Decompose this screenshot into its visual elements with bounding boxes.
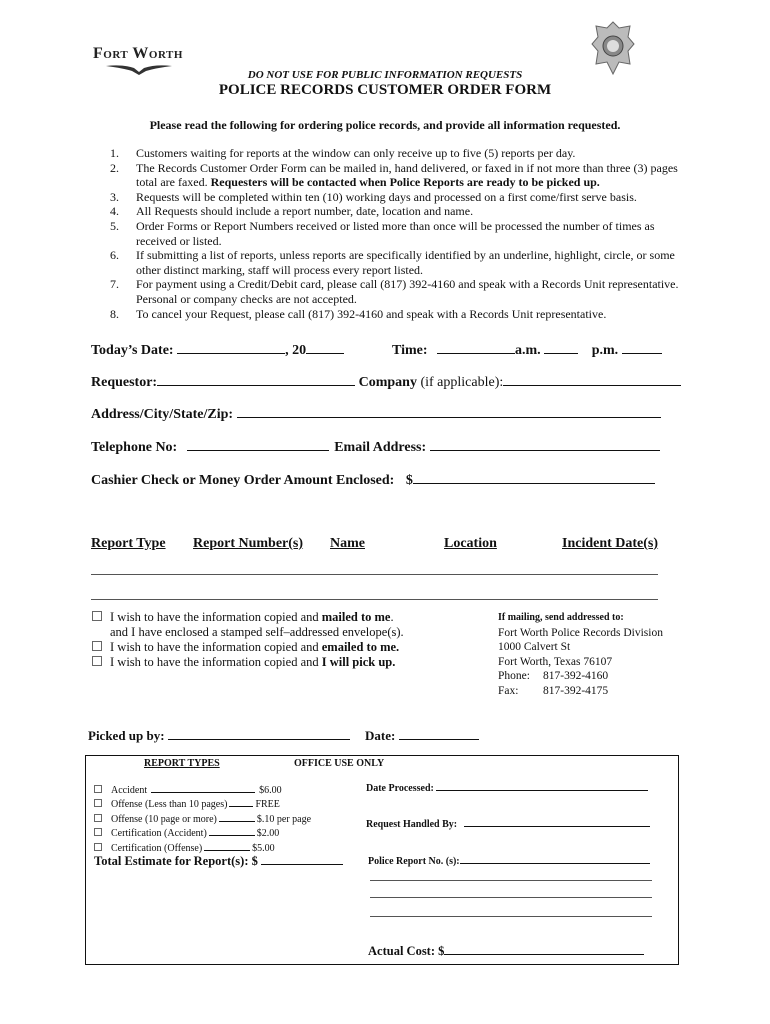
option-emailed: I wish to have the information copied and emailed to me. xyxy=(92,640,399,655)
pickup-date-row xyxy=(365,727,479,744)
underline xyxy=(229,797,253,807)
pickup-checkbox[interactable] xyxy=(92,656,102,666)
report-types-list xyxy=(94,783,311,855)
report-no-line[interactable] xyxy=(370,916,652,917)
underline xyxy=(151,783,255,793)
requestor-row xyxy=(91,373,681,391)
report-type-checkbox[interactable] xyxy=(94,814,102,822)
am-label: a.m. xyxy=(515,343,541,358)
report-no-line[interactable] xyxy=(370,880,652,881)
dollar-sign: $ xyxy=(405,473,413,488)
pickup-date-field[interactable] xyxy=(399,727,479,740)
year-field[interactable] xyxy=(306,341,344,354)
column-report-number: Report Number(s) xyxy=(193,536,304,551)
report-types-heading: REPORT TYPES xyxy=(144,758,220,769)
mailing-address xyxy=(498,611,663,698)
total-estimate-label: Total Estimate for Report(s): xyxy=(94,854,249,868)
column-location: Location xyxy=(444,536,497,551)
notice-banner: DO NOT USE FOR PUBLIC INFORMATION REQUESTS xyxy=(247,69,523,81)
rule-item: 8. To cancel your Request, please call (817) 392-4160 and speak with a Records Unit representative. xyxy=(110,306,607,321)
request-handled-field[interactable] xyxy=(464,818,650,827)
time-label: Time: xyxy=(392,343,428,358)
requestor-field[interactable] xyxy=(157,373,355,386)
company-label: Company xyxy=(358,375,417,390)
actual-cost-row xyxy=(368,942,644,959)
report-type-item: Certification (Accident) $2.00 xyxy=(94,826,311,840)
police-report-no-row xyxy=(368,855,650,867)
amount-field[interactable] xyxy=(413,471,655,484)
underline xyxy=(219,812,255,822)
underline xyxy=(204,841,250,851)
rule-item: 2. The Records Customer Order Form can be mailed in, hand delivered, or faxed in if not more than three (3) pages total are faxed. Requesters will be contacted when Police Reports are ready to be picked up. xyxy=(110,160,678,190)
fort-worth-logo: Fort Worth xyxy=(93,45,183,62)
company-note: (if applicable): xyxy=(420,375,504,390)
mailing-fax: Fax: 817-392-4175 xyxy=(498,684,609,697)
column-report-type: Report Type xyxy=(91,536,166,551)
rules-list xyxy=(110,146,690,321)
address-label: Address/City/State/Zip: xyxy=(91,407,234,422)
report-entry-line[interactable] xyxy=(91,574,658,575)
rule-item: 4. All Requests should include a report number, date, location and name. xyxy=(110,204,474,219)
todays-date-row xyxy=(91,341,344,359)
date-processed-label: Date Processed: xyxy=(366,783,434,794)
mailed-checkbox[interactable] xyxy=(92,611,102,621)
rule-item: 7. For payment using a Credit/Debit card, please call (817) 392-4160 and speak with a Records Unit representative. Personal or company checks are not accepted. xyxy=(110,277,679,306)
email-label: Email Address: xyxy=(334,440,427,455)
rule-item: 6. If submitting a list of reports, unless reports are specifically identified by an underline, highlight, circle, or some other distinct marking, staff will process every report listed. xyxy=(110,248,675,277)
telephone-label: Telephone No: xyxy=(91,440,178,455)
total-estimate-row xyxy=(94,852,343,869)
picked-up-row xyxy=(88,727,350,744)
option-pickup: I wish to have the information copied and I will pick up. xyxy=(92,655,395,670)
report-entry-line[interactable] xyxy=(91,599,658,600)
actual-cost-field[interactable] xyxy=(444,942,644,955)
payment-row xyxy=(91,471,655,489)
time-field[interactable] xyxy=(437,341,515,354)
request-handled-row xyxy=(366,818,650,830)
am-field[interactable] xyxy=(544,341,578,354)
police-report-no-field[interactable] xyxy=(460,855,650,864)
police-report-no-label: Police Report No. (s): xyxy=(368,856,460,867)
underline xyxy=(209,826,255,836)
pickup-date-label: Date: xyxy=(365,728,396,743)
mailing-line: Fort Worth, Texas 76107 xyxy=(498,655,613,668)
instructions-text: Please read the following for ordering police records, and provide all information requested. xyxy=(149,118,621,132)
report-type-item: Offense (10 page or more) $.10 per page xyxy=(94,812,311,826)
mailed-envelope-note: and I have enclosed a stamped self–addressed envelope(s). xyxy=(110,625,404,639)
pm-label: p.m. xyxy=(591,343,619,358)
rule-item: 1. Customers waiting for reports at the window can only receive up to five (5) reports per day. xyxy=(110,146,576,160)
report-type-checkbox[interactable] xyxy=(94,828,102,836)
mailing-line: Fort Worth Police Records Division xyxy=(498,626,663,639)
picked-up-label: Picked up by: xyxy=(88,728,165,743)
mailing-heading: If mailing, send addressed to: xyxy=(498,612,624,623)
year-label: , 20 xyxy=(285,343,307,358)
email-field[interactable] xyxy=(430,438,660,451)
column-name: Name xyxy=(330,536,365,551)
actual-cost-label: Actual Cost: $ xyxy=(368,944,445,958)
option-mailed: I wish to have the information copied and mailed to me. xyxy=(92,610,394,625)
report-type-checkbox[interactable] xyxy=(94,799,102,807)
rule-item: 5. Order Forms or Report Numbers received or listed more than once will be processed the number of times as received or listed. xyxy=(110,218,655,248)
company-field[interactable] xyxy=(503,373,681,386)
todays-date-label: Today’s Date: xyxy=(91,343,174,358)
contact-row xyxy=(91,438,660,456)
report-type-item: Accident $6.00 xyxy=(94,783,311,797)
address-field[interactable] xyxy=(237,405,661,418)
requestor-label: Requestor: xyxy=(91,375,158,390)
rule-item: 3. Requests will be completed within ten (10) working days and processed on a first come/first serve basis. xyxy=(110,189,637,204)
report-no-line[interactable] xyxy=(370,897,652,898)
total-dollar-sign: $ xyxy=(251,854,258,868)
report-type-checkbox[interactable] xyxy=(94,843,102,851)
pm-field[interactable] xyxy=(622,341,662,354)
time-row xyxy=(392,341,662,359)
total-estimate-field[interactable] xyxy=(261,852,343,865)
address-row xyxy=(91,405,661,423)
date-processed-row xyxy=(366,782,648,794)
emailed-checkbox[interactable] xyxy=(92,641,102,651)
report-type-item: Certification (Offense) $5.00 xyxy=(94,841,311,855)
cashier-check-label: Cashier Check or Money Order Amount Enclosed: xyxy=(91,473,395,488)
mailing-line: 1000 Calvert St xyxy=(498,641,571,653)
office-use-heading: OFFICE USE ONLY xyxy=(294,758,385,769)
telephone-field[interactable] xyxy=(187,438,329,451)
report-type-checkbox[interactable] xyxy=(94,785,102,793)
column-incident-date: Incident Date(s) xyxy=(562,536,659,551)
date-field[interactable] xyxy=(177,341,285,354)
mailing-phone: Phone: 817-392-4160 xyxy=(498,670,609,682)
page-title: POLICE RECORDS CUSTOMER ORDER FORM xyxy=(218,82,552,98)
date-processed-field[interactable] xyxy=(436,782,648,791)
picked-up-field[interactable] xyxy=(168,727,350,740)
request-handled-label: Request Handled By: xyxy=(366,819,458,830)
report-type-item: Offense (Less than 10 pages) FREE xyxy=(94,797,311,811)
